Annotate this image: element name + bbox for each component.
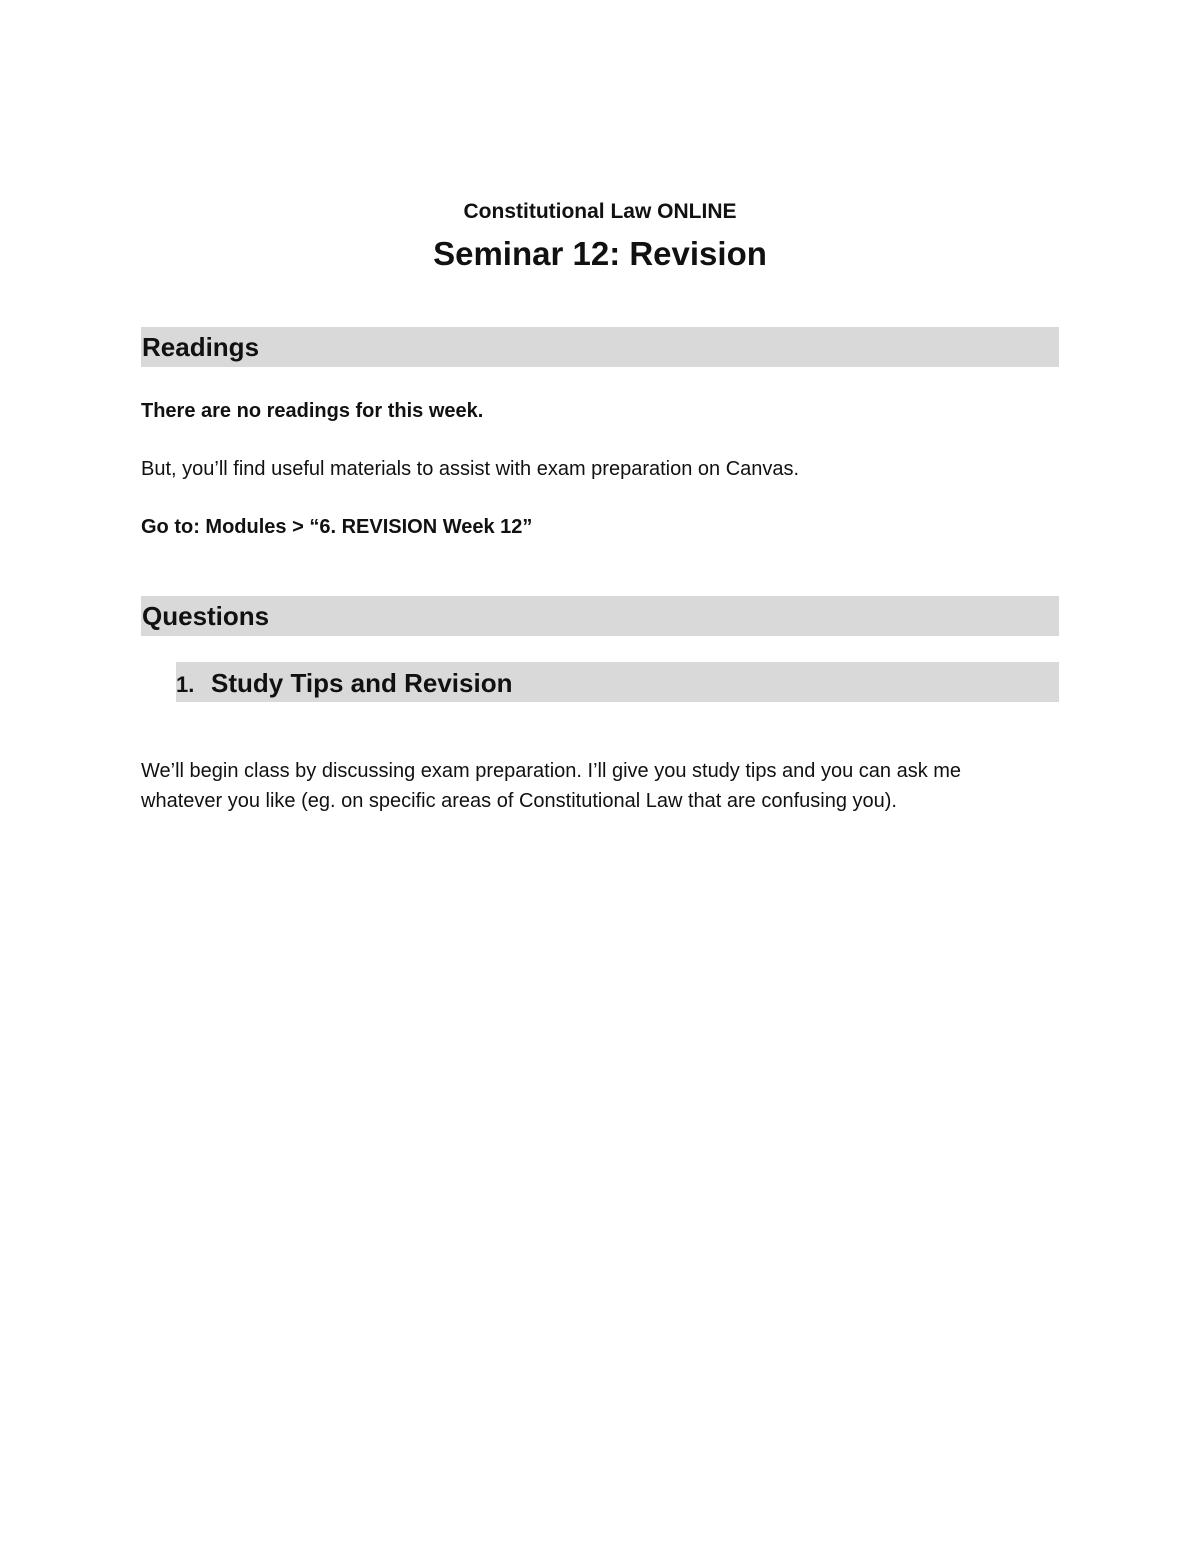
question-title: Study Tips and Revision [211, 668, 513, 698]
questions-heading: Questions [141, 596, 1059, 636]
materials-text: But, you’ll find useful materials to assist with exam preparation on Canvas. [141, 458, 800, 480]
question-number: 1. [176, 672, 195, 697]
course-title: Constitutional Law ONLINE [463, 200, 737, 223]
question-1-heading [176, 662, 1059, 702]
question-1-body-line-1: We’ll begin class by discussing exam preparation. I’ll give you study tips and you can ask me [141, 760, 962, 782]
seminar-title: Seminar 12: Revision [433, 235, 767, 272]
question-1-body-line-2: whatever you like (eg. on specific areas of Constitutional Law that are confusing you). [141, 790, 897, 812]
go-to-text: Go to: Modules > “6. REVISION Week 12” [141, 516, 533, 538]
readings-heading: Readings [141, 327, 1059, 367]
no-readings-text: There are no readings for this week. [141, 400, 484, 422]
